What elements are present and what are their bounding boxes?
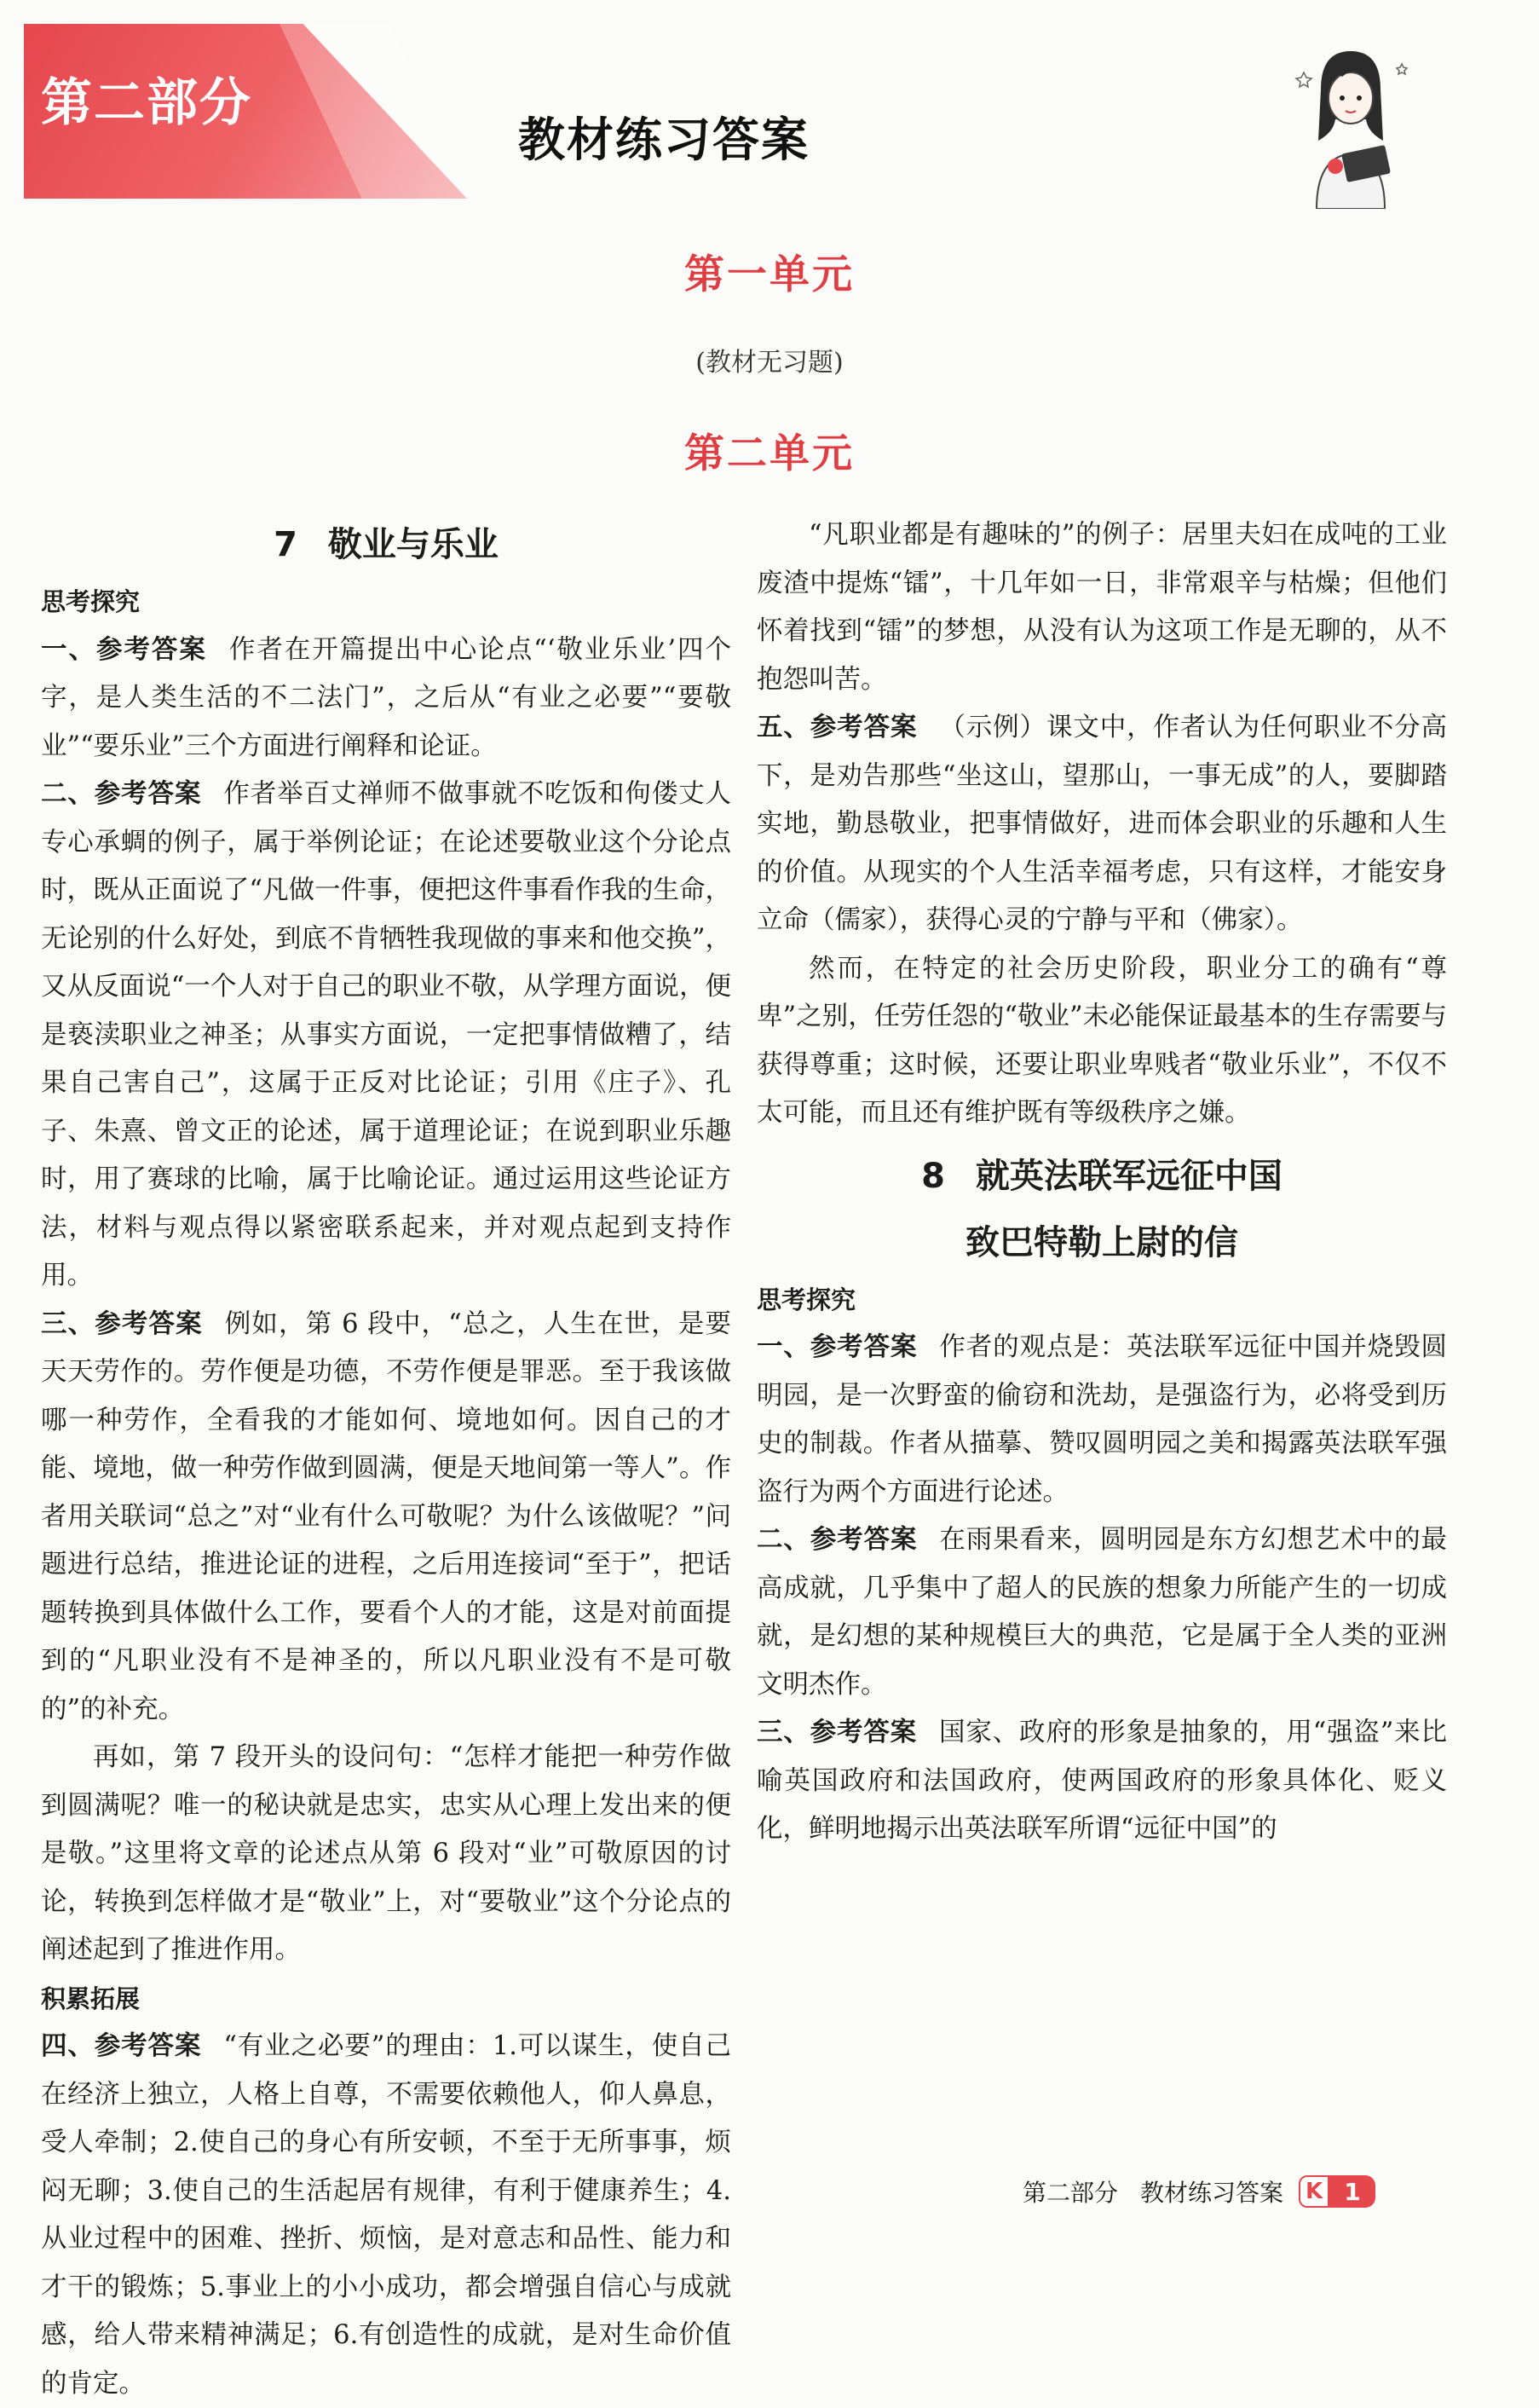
part-banner [24, 24, 467, 199]
unit-2-title: 第二单元 [684, 430, 855, 477]
ch8-answer-2-text: 在雨果看来，圆明园是东方幻想艺术中的最高成就，几乎集中了超人的民族的想象力所能产生的一切成就，是幻想的某种规模巨大的典范，它是属于全人类的亚洲文明杰作。 [757, 1525, 1447, 1700]
answer-2 [41, 771, 731, 1301]
unit-1-note: (教材无习题) [695, 348, 844, 378]
answer-4-paragraph-2: “凡职业都是有趣味的”的例子：居里夫妇在成吨的工业废渣中提炼“镭”，十几年如一日，非常艰辛与枯燥；但他们怀着找到“镭”的梦想，从没有认为这项工作是无聊的，从不抱怨叫苦。 [757, 520, 1447, 695]
answer-2-label: 二、参考答案 [41, 779, 202, 809]
ch8-answer-1-text: 作者的观点是：英法联军远征中国并烧毁圆明园，是一次野蛮的偷窃和洗劫，是强盗行为，必将受到历史的制裁。作者从描摹、赞叹圆明园之美和揭露英法联军强盗行为两个方面进行论述。 [757, 1332, 1447, 1507]
chapter-8-number: 8 [921, 1156, 945, 1196]
page-footer [1023, 2172, 1375, 2211]
badge-letter: K [1299, 2175, 1329, 2208]
chapter-8-title-line-2: 致巴特勒上尉的信 [965, 1222, 1238, 1262]
answer-3-paragraph-2: 再如，第 7 段开头的设问句：“怎样才能把一种劳作做到圆满呢？唯一的秘诀就是忠实，忠实从心理上发出来的便是敬。”这里将文章的论述点从第 6 段对“业”可敬原因的讨论，转换到怎样做才是“敬业”上，对“要敬业”这个分论点的阐述起到了推进作用。 [41, 1742, 731, 1965]
page-number-badge [1299, 2175, 1375, 2208]
chapter-8-title-line-1 [757, 1143, 1447, 1210]
answer-1 [41, 627, 731, 771]
ch8-answer-2 [757, 1516, 1447, 1709]
answer-1-label: 一、参考答案 [41, 634, 207, 665]
answer-3-label: 三、参考答案 [41, 1308, 203, 1339]
left-column [41, 511, 731, 2408]
unit-1-title: 第一单元 [684, 251, 855, 298]
answer-5-label: 五、参考答案 [757, 713, 918, 742]
section-heading-extension: 积累拓展 [41, 1984, 141, 2013]
chapter-7-name: 敬业与乐业 [327, 525, 499, 564]
page-number: 1 [1329, 2175, 1375, 2208]
page-title: 教材练习答案 [518, 113, 810, 167]
section-heading-thinking: 思考探究 [41, 587, 141, 616]
footer-section: 第二部分 [1023, 2179, 1119, 2207]
answer-5 [757, 704, 1447, 945]
answer-1-text: 作者在开篇提出中心论点“‘敬业乐业’四个字，是人类生活的不二法门”，之后从“有业之必要”“要敬业”“要乐业”三个方面进行阐释和论证。 [41, 634, 732, 761]
ch8-answer-1 [757, 1324, 1447, 1516]
chapter-7-number: 7 [274, 525, 297, 564]
answer-5-paragraph-2: 然而，在特定的社会历史阶段，职业分工的确有“尊卑”之别，任劳任怨的“敬业”未必能保证最基本的生存需要与获得尊重；这时候，还要让职业卑贱者“敬业乐业”，不仅不太可能，而且还有维护既有等级秩序之嫌。 [757, 953, 1447, 1128]
ch8-answer-3-text: 国家、政府的形象是抽象的，用“强盗”来比喻英国政府和法国政府，使两国政府的形象具体化、贬义化，鲜明地揭示出英法联军所谓“远征中国”的 [757, 1718, 1448, 1844]
chapter-8-name-line-1: 就英法联军远征中国 [975, 1156, 1282, 1196]
part-label: 第二部分 [41, 73, 252, 133]
answer-4-label: 四、参考答案 [41, 2031, 202, 2061]
ch8-answer-3 [757, 1709, 1447, 1854]
ch8-section-heading-thinking: 思考探究 [757, 1285, 856, 1314]
answer-2-text: 作者举百丈禅师不做事就不吃饭和佝偻丈人专心承蜩的例子，属于举例论证；在论述要敬业这个分论点时，既从正面说了“凡做一件事，便把这件事看作我的生命，无论别的什么好处，到底不肯牺牲我现做的事来和他交换”，又从反面说“一个人对于自己的职业不敬，从学理方面说，便是亵渎职业之神圣；从事实方面说，一定把事情做糟了，结果自己害自己”，这属于正反对比论证；引用《庄子》、孔子、朱熹、曾文正的论述，属于道理论证；在说到职业乐趣时，用了赛球的比喻，属于比喻论证。通过运用这些论证方法，材料与观点得以紧密联系起来，并对观点起到支持作用。 [41, 779, 731, 1291]
answer-4 [41, 2023, 731, 2408]
ch8-answer-2-label: 二、参考答案 [757, 1525, 918, 1555]
answer-4-text: “有业之必要”的理由：1.可以谋生，使自己在经济上独立，人格上自尊，不需要依赖他人，仰人鼻息，受人牵制；2.使自己的身心有所安顿，不至于无所事事，烦闷无聊；3.使自己的生活起居有规律，有利于健康养生；4.从业过程中的困难、挫折、烦恼，是对意志和品性、能力和才干的锻炼；5.事业上的小小成功，都会增强自信心与成就感，给人带来精神满足；6.有创造性的成就，是对生命价值的肯定。 [41, 2031, 732, 2399]
right-column [757, 511, 1447, 1854]
footer-title: 教材练习答案 [1140, 2179, 1284, 2207]
ch8-answer-1-label: 一、参考答案 [757, 1332, 918, 1362]
ch8-answer-3-label: 三、参考答案 [757, 1718, 917, 1747]
girl-reading-illustration-icon [1282, 38, 1419, 209]
answer-3 [41, 1301, 731, 1735]
answer-3-text: 例如，第 6 段中，“总之，人生在世，是要天天劳作的。劳作便是功德，不劳作便是罪恶。至于我该做哪一种劳作，全看我的才能如何、境地如何。因自己的才能、境地，做一种劳作做到圆满，便是天地间第一等人”。作者用关联词“总之”对“业有什么可敬呢？为什么该做呢？”问题进行总结，推进论证的进程，之后用连接词“至于”，把话题转换到具体做什么工作，要看个人的才能，这是对前面提到的“凡职业没有不是神圣的，所以凡职业没有不是可敬的”的补充。 [41, 1308, 731, 1724]
chapter-7-title [41, 511, 731, 578]
answer-5-text: （示例）课文中，作者认为任何职业不分高下，是劝告那些“坐这山，望那山，一事无成”的人，要脚踏实地，勤恳敬业，把事情做好，进而体会职业的乐趣和人生的价值。从现实的个人生活幸福考虑，只有这样，才能安身立命（儒家），获得心灵的宁静与平和（佛家）。 [757, 713, 1447, 935]
